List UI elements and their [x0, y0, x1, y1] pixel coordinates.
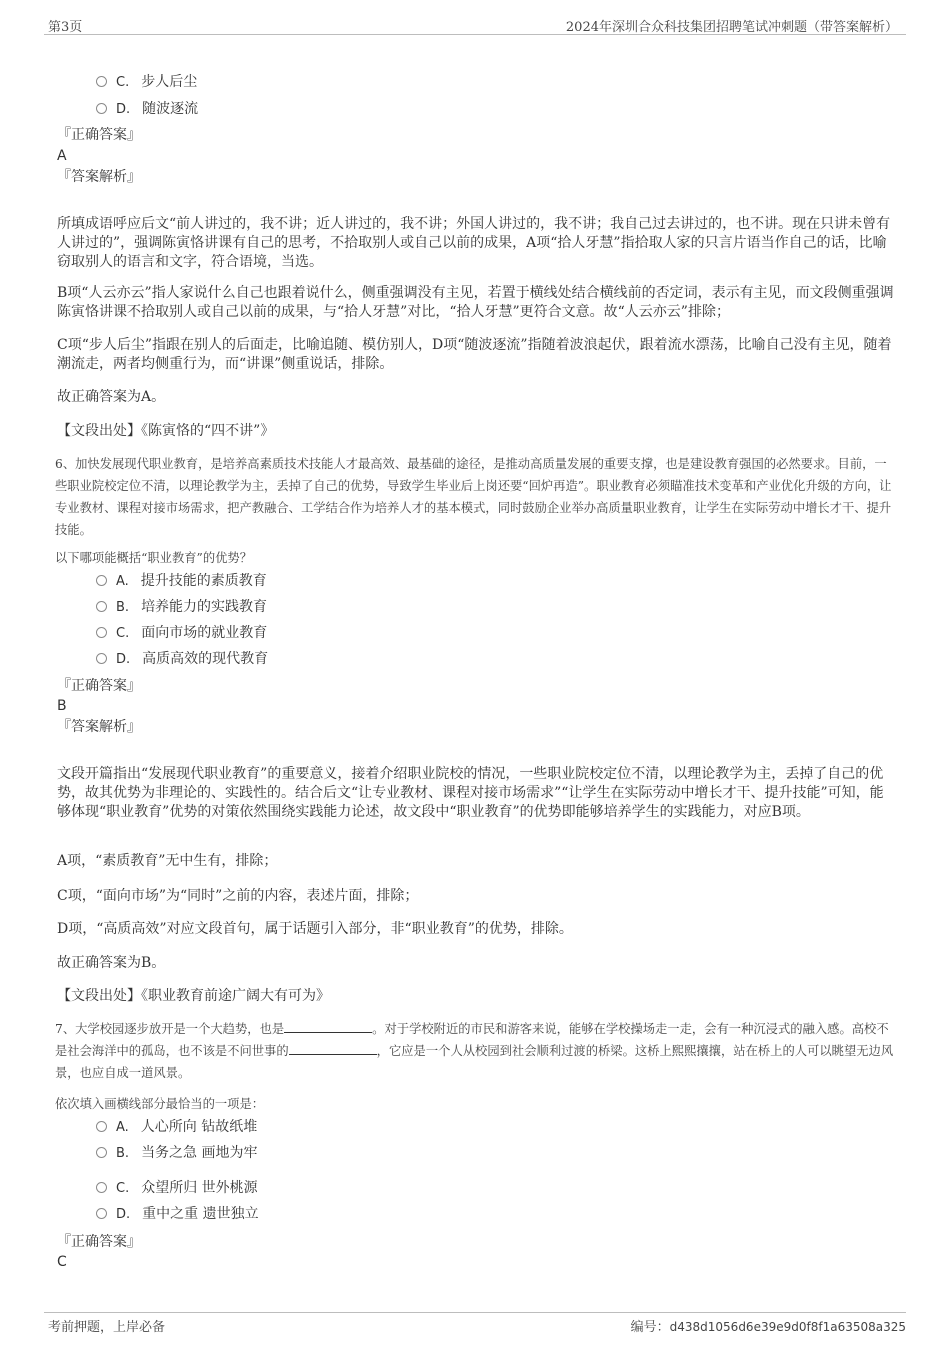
- q5-analysis-para-2: B项“人云亦云”指人家说什么自己也跟着说什么，侧重强调没有主见，若置于横线处结合横线前的否定词，表示有主见，而文段侧重强调陈寅恪讲课不拾取别人或自己以前的成果，与“拾人牙慧”对比，“拾人牙慧”更符合文意。故“人云亦云”排除；: [57, 285, 894, 320]
- q6-conclusion: 故正确答案为B。: [57, 955, 166, 971]
- q6-question: 以下哪项能概括“职业教育”的优势？: [55, 551, 253, 566]
- radio-icon[interactable]: [96, 653, 107, 664]
- q5-answer: A: [57, 148, 67, 164]
- radio-icon[interactable]: [96, 601, 107, 612]
- radio-icon[interactable]: [96, 1147, 107, 1158]
- q6-source: 【文段出处】《职业教育前途广阔大有可为》: [57, 988, 330, 1004]
- radio-icon[interactable]: [96, 76, 107, 87]
- q7-answer-label: 『正确答案』: [57, 1234, 141, 1250]
- q5-conclusion: 故正确答案为A。: [57, 389, 166, 405]
- radio-icon[interactable]: [96, 1182, 107, 1193]
- q7-option-a[interactable]: A. 人心所向 钻故纸堆: [96, 1117, 257, 1137]
- radio-icon[interactable]: [96, 1121, 107, 1132]
- q6-answer: B: [57, 698, 67, 714]
- q6-analysis-para-4: D项，“高质高效”对应文段首句，属于话题引入部分，非“职业教育”的优势，排除。: [57, 921, 573, 937]
- fill-blank-2[interactable]: [289, 1042, 377, 1055]
- q6-analysis-para-1: 文段开篇指出“发展现代职业教育”的重要意义，接着介绍职业院校的情况，一些职业院校定位不清，以理论教学为主，丢掉了自己的优势，故其优势为非理论的、实践性的。结合后文“让专业教材、课程对接市场需求”“让学生在实际劳动中增长才干、提升技能”可知，能够体现“职业教育”优势的对策依然围绕实践能力论述，故文段中“职业教育”的优势即能够培养学生的实践能力，对应B项。: [57, 766, 884, 820]
- q5-option-d[interactable]: D. 随波逐流: [96, 99, 198, 119]
- radio-icon[interactable]: [96, 103, 107, 114]
- page-number: 第3页: [48, 20, 83, 35]
- page-header: [44, 14, 906, 35]
- q7-stem: 7、大学校园逐步放开是一个大趋势，也是 。对于学校附近的市民和游客来说，能够在学校操场走一走，会有一种沉浸式的融入感。高校不是社会海洋中的孤岛，也不该是不问世事的 ，它应是一个人从校园到社会顺利过渡的桥梁。这桥上熙熙攘攘，站在桥上的人可以眺望无边风景，也应自成一道风景。: [55, 1022, 894, 1081]
- q6-stem: 6、加快发展现代职业教育，是培养高素质技术技能人才最高效、最基础的途径，是推动高质量发展的重要支撑，也是建设教育强国的必然要求。目前，一些职业院校定位不清，以理论教学为主，丢掉了自己的优势，导致学生毕业后上岗还要“回炉再造”。职业教育必须瞄准技术变革和产业优化升级的方向，让专业教材、课程对接市场需求，把产教融合、工学结合作为培养人才的基本模式，同时鼓励企业举办高质量职业教育，让学生在实际劳动中增长才干、提升技能。: [55, 457, 892, 538]
- q7-answer: C: [57, 1254, 67, 1270]
- q5-analysis-para-3: C项“步人后尘”指跟在别人的后面走，比喻追随、模仿别人，D项“随波逐流”指随着波浪起伏，跟着流水漂荡，比喻自己没有主见，随着潮流走，两者均侧重行为，而“讲课”侧重说话，排除。: [57, 337, 892, 372]
- q7-question: 依次填入画横线部分最恰当的一项是：: [55, 1097, 265, 1112]
- q6-analysis-label: 『答案解析』: [57, 719, 141, 735]
- q7-option-d[interactable]: D. 重中之重 遗世独立: [96, 1204, 259, 1224]
- q6-option-a[interactable]: A. 提升技能的素质教育: [96, 571, 267, 591]
- q5-answer-label: 『正确答案』: [57, 127, 141, 143]
- q6-analysis-para-3: C项，“面向市场”为“同时”之前的内容，表述片面，排除；: [57, 888, 419, 904]
- q6-option-b[interactable]: B. 培养能力的实践教育: [96, 597, 267, 617]
- radio-icon[interactable]: [96, 627, 107, 638]
- q5-analysis-para-1: 所填成语呼应后文“前人讲过的，我不讲；近人讲过的，我不讲；外国人讲过的，我不讲；我自己过去讲过的，也不讲。现在只讲未曾有人讲过的”，强调陈寅恪讲课有自己的思考，不拾取别人或自己以前的成果，A项“拾人牙慧”指拾取人家的只言片语当作自己的话，比喻窃取别人的语言和文字，符合语境，当选。: [57, 216, 891, 270]
- q6-analysis-para-2: A项，“素质教育”无中生有，排除；: [57, 853, 278, 869]
- q6-option-c[interactable]: C. 面向市场的就业教育: [96, 623, 267, 643]
- q5-source: 【文段出处】《陈寅恪的“四不讲”》: [57, 423, 275, 439]
- q5-option-c[interactable]: C. 步人后尘: [96, 72, 197, 92]
- q7-option-b[interactable]: B. 当务之急 画地为牢: [96, 1143, 258, 1163]
- footer-slogan: 考前押题，上岸必备: [48, 1320, 166, 1335]
- q5-analysis-label: 『答案解析』: [57, 169, 141, 185]
- fill-blank-1[interactable]: [284, 1020, 372, 1033]
- document-code: 编号：d438d1056d6e39e9d0f8f1a63508a325: [630, 1320, 906, 1335]
- q7-option-c[interactable]: C. 众望所归 世外桃源: [96, 1178, 258, 1198]
- q6-option-d[interactable]: D. 高质高效的现代教育: [96, 649, 268, 669]
- radio-icon[interactable]: [96, 575, 107, 586]
- document-title: 2024年深圳合众科技集团招聘笔试冲刺题（带答案解析）: [565, 20, 898, 35]
- q6-answer-label: 『正确答案』: [57, 678, 141, 694]
- radio-icon[interactable]: [96, 1208, 107, 1219]
- page-footer: [44, 1312, 906, 1337]
